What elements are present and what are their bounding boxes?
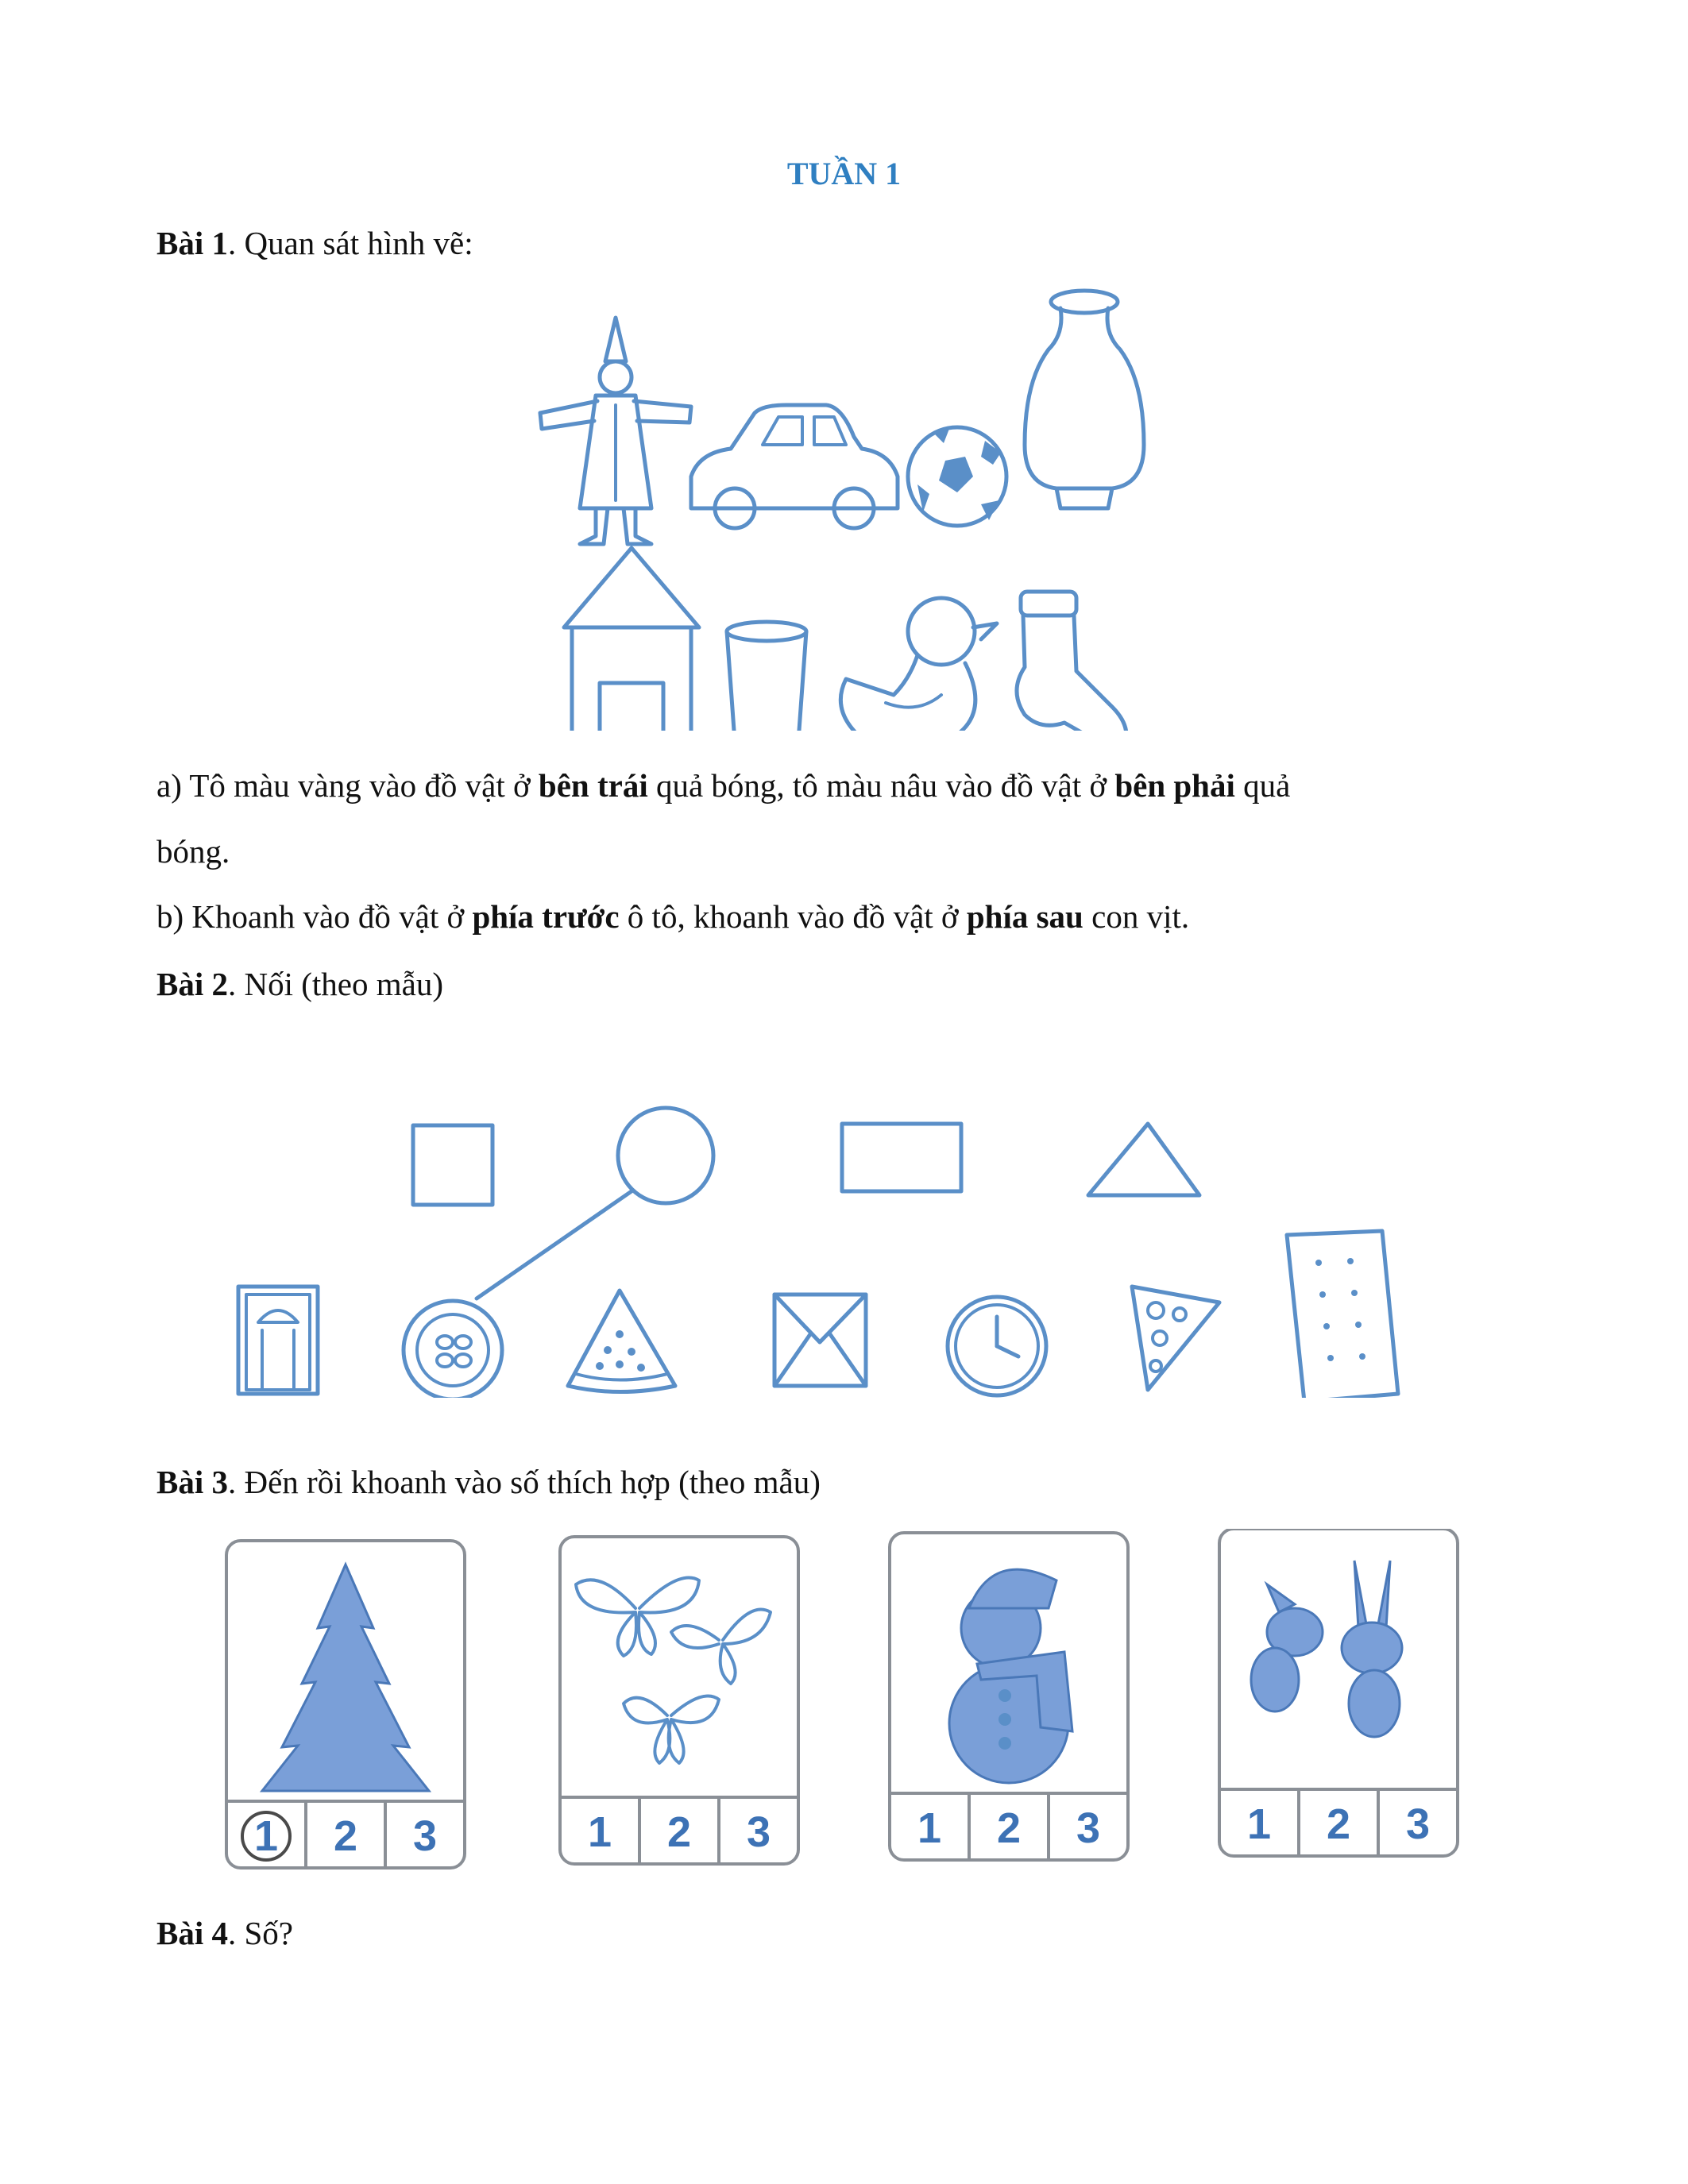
count-card <box>890 1533 1128 1860</box>
bai1-b-bold-1: phía trước <box>472 898 620 935</box>
bai2-label: Bài 2 <box>156 966 228 1002</box>
bai1-a-bold-1: bên trái <box>538 767 648 804</box>
card-number[interactable]: 3 <box>1405 1800 1431 1848</box>
bai3-heading <box>156 1463 821 1502</box>
bai3-label: Bài 3 <box>156 1464 228 1500</box>
card-number[interactable]: 1 <box>253 1812 279 1860</box>
car-icon <box>691 405 898 528</box>
bai1-a-text-1: a) Tô màu vàng vào đồ vật ở <box>156 767 539 804</box>
page-title: TUẦN 1 <box>786 156 902 191</box>
rectangle-shape <box>842 1124 961 1191</box>
bai1-b-bold-2: phía sau <box>966 898 1083 935</box>
card-number[interactable]: 3 <box>412 1812 438 1860</box>
door-icon <box>238 1287 318 1394</box>
card-number[interactable]: 2 <box>333 1812 358 1860</box>
card-number[interactable]: 1 <box>587 1808 612 1856</box>
bai1-a-text-2: quả bóng, tô màu nâu vào đồ vật ở <box>647 767 1115 804</box>
bai1-instruction: . Quan sát hình vẽ: <box>228 225 473 261</box>
bai1-a-bold-2: bên phải <box>1114 767 1235 804</box>
square-shape <box>413 1125 492 1205</box>
bai1-part-b <box>156 897 1189 936</box>
sample-connecting-line <box>477 1191 632 1298</box>
card-number[interactable]: 1 <box>917 1804 942 1852</box>
bai1-b-text-1: b) Khoanh vào đồ vật ở <box>156 898 473 935</box>
bai1-b-text-2: ô tô, khoanh vào đồ vật ở <box>619 898 967 935</box>
bai4-heading <box>156 1914 293 1953</box>
bai1-b-text-3: con vịt. <box>1083 898 1190 935</box>
bai1-objects-picture <box>516 286 1168 731</box>
bai1-a-text-3: quả <box>1234 767 1291 804</box>
circle-shape <box>618 1108 713 1203</box>
card-number[interactable]: 2 <box>666 1808 692 1856</box>
bai1-heading <box>156 224 473 263</box>
card-number[interactable]: 2 <box>996 1804 1022 1852</box>
sock-icon <box>1017 592 1126 731</box>
count-card <box>560 1537 798 1864</box>
envelope-icon <box>774 1295 866 1386</box>
bai2-heading <box>156 965 443 1004</box>
count-card <box>226 1541 465 1868</box>
bai3-counting-picture <box>222 1529 1470 1878</box>
clown-icon <box>540 318 691 544</box>
bai1-part-a <box>156 766 1290 805</box>
bai4-instruction: . Số? <box>228 1915 293 1951</box>
bai3-instruction: . Đến rồi khoanh vào số thích hợp (theo mẫu) <box>228 1464 821 1500</box>
count-card <box>1219 1529 1458 1856</box>
bai2-instruction: . Nối (theo mẫu) <box>228 966 443 1002</box>
watermelon-icon <box>568 1291 675 1392</box>
duck-icon <box>840 598 997 731</box>
card-number[interactable]: 3 <box>1076 1804 1101 1852</box>
clock-icon <box>948 1297 1046 1395</box>
card-number[interactable]: 3 <box>746 1808 771 1856</box>
card-number[interactable]: 1 <box>1246 1800 1272 1848</box>
button-icon <box>404 1301 502 1398</box>
bai1-part-a-cont: bóng. <box>156 833 230 870</box>
house-icon <box>564 548 699 731</box>
glass-icon <box>727 622 806 731</box>
cracker-icon <box>1287 1231 1398 1398</box>
vase-icon <box>1025 291 1144 508</box>
bai2-matching-picture <box>222 1096 1462 1398</box>
triangle-shape <box>1088 1124 1199 1195</box>
card-number[interactable]: 2 <box>1326 1800 1351 1848</box>
bai1-label: Bài 1 <box>156 225 228 261</box>
pizza-icon <box>1132 1287 1219 1390</box>
bai4-label: Bài 4 <box>156 1915 228 1951</box>
ball-icon <box>908 427 1006 526</box>
